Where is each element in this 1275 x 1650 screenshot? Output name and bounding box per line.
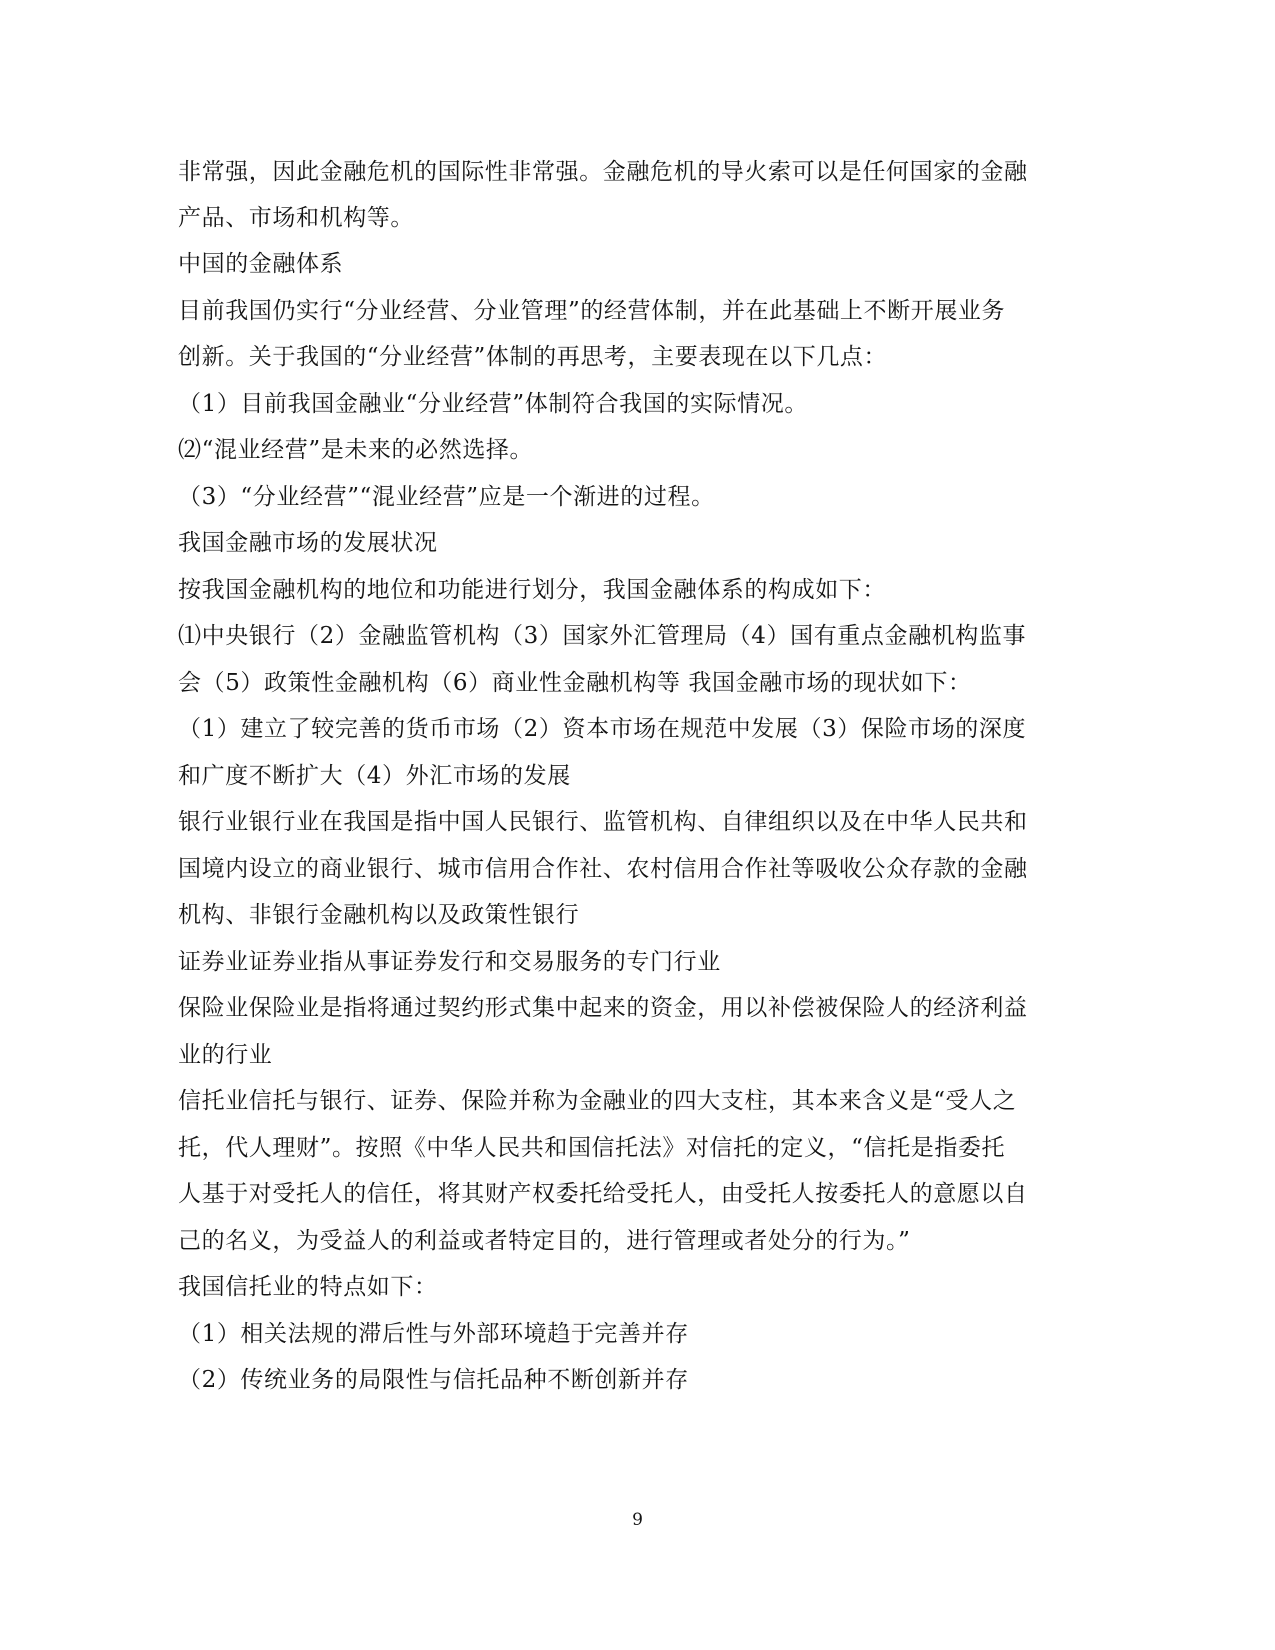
text-line: 产品、市场和机构等。: [178, 205, 414, 231]
text-line: 业的行业: [178, 1042, 273, 1068]
page-number: 9: [632, 1510, 643, 1530]
text-line: 会（5）政策性金融机构（6）商业性金融机构等 我国金融市场的现状如下：: [178, 670, 972, 696]
text-line: 按我国金融机构的地位和功能进行划分，我国金融体系的构成如下：: [178, 577, 886, 603]
list-item: （3）“分业经营”“混业经营”应是一个渐进的过程。: [178, 484, 715, 510]
text-line: 机构、非银行金融机构以及政策性银行: [178, 902, 580, 928]
section-heading: 我国金融市场的发展状况: [178, 530, 438, 556]
text-line: 人基于对受托人的信任，将其财产权委托给受托人，由受托人按委托人的意愿以自: [178, 1181, 1028, 1207]
text-line: 己的名义，为受益人的利益或者特定目的，进行管理或者处分的行为。”: [178, 1228, 911, 1254]
section-heading: 中国的金融体系: [178, 251, 344, 277]
text-line: 银行业银行业在我国是指中国人民银行、监管机构、自律组织以及在中华人民共和: [178, 809, 1028, 835]
text-line: 目前我国仍实行“分业经营、分业管理”的经营体制，并在此基础上不断开展业务: [178, 298, 1006, 324]
text-line: 证券业证券业指从事证券发行和交易服务的专门行业: [178, 949, 721, 975]
text-line: 创新。关于我国的“分业经营”体制的再思考，主要表现在以下几点：: [178, 344, 888, 370]
text-line: （1）建立了较完善的货币市场（2）资本市场在规范中发展（3）保险市场的深度: [178, 716, 1027, 742]
text-line: 我国信托业的特点如下：: [178, 1274, 438, 1300]
text-line: 和广度不断扩大（4）外汇市场的发展: [178, 763, 571, 789]
text-line: ⑴中央银行（2）金融监管机构（3）国家外汇管理局（4）国有重点金融机构监事: [178, 623, 1027, 649]
text-line: 非常强，因此金融危机的国际性非常强。金融危机的导火索可以是任何国家的金融: [178, 159, 1028, 185]
text-line: 信托业信托与银行、证券、保险并称为金融业的四大支柱，其本来含义是“受人之: [178, 1088, 1017, 1114]
text-line: 国境内设立的商业银行、城市信用合作社、农村信用合作社等吸收公众存款的金融: [178, 856, 1028, 882]
text-line: 托，代人理财”。按照《中华人民共和国信托法》对信托的定义，“信托是指委托: [178, 1135, 1006, 1161]
list-item: （2）传统业务的局限性与信托品种不断创新并存: [178, 1367, 689, 1393]
list-item: （1）目前我国金融业“分业经营”体制符合我国的实际情况。: [178, 391, 808, 417]
list-item: ⑵“混业经营”是未来的必然选择。: [178, 437, 534, 463]
list-item: （1）相关法规的滞后性与外部环境趋于完善并存: [178, 1321, 689, 1347]
text-line: 保险业保险业是指将通过契约形式集中起来的资金，用以补偿被保险人的经济利益: [178, 995, 1028, 1021]
